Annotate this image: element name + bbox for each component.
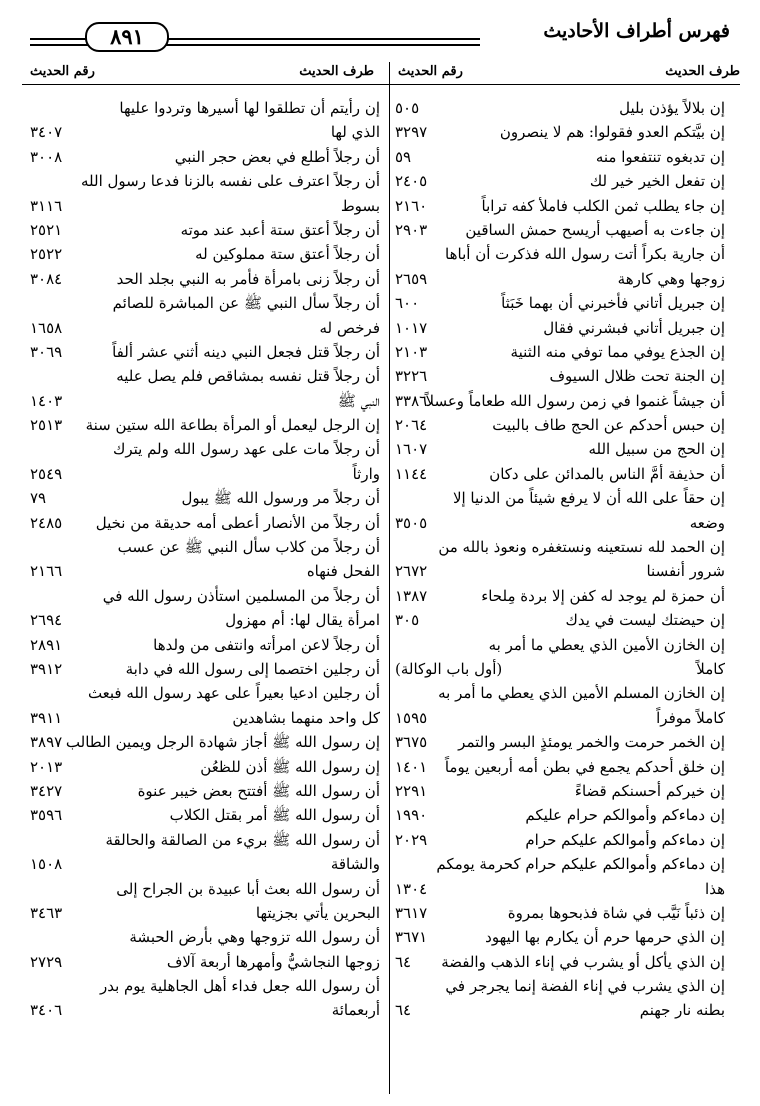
index-entry xyxy=(395,803,725,827)
hadith-incipit: إن بلالاً يؤذن بليل xyxy=(619,99,725,117)
hadith-incipit: إن خلق أحدكم يجمع في بطن أمه أربعين يوماً xyxy=(444,757,725,776)
index-entry xyxy=(30,242,380,266)
hadith-incipit: أن رجلين ادعيا بعيراً على عهد رسول الله فبعث xyxy=(87,684,380,703)
hadith-incipit: أن جيشاً غنموا في زمن رسول الله طعاماً وعسلاً xyxy=(425,391,725,410)
hadith-incipit: أن رسول الله ﷺ بريء من الصالقة والحالقة xyxy=(105,830,380,849)
index-entry xyxy=(395,608,725,632)
hadith-incipit: بطنه نار جهنم xyxy=(639,1001,725,1020)
index-entry xyxy=(395,950,725,974)
index-entry xyxy=(30,486,380,510)
hadith-number: ٦٤ xyxy=(395,952,412,971)
index-entry xyxy=(30,535,380,559)
hadith-incipit: إن دماءكم وأموالكم حرام عليكم xyxy=(525,806,725,825)
hadith-number: ٣٤٢٧ xyxy=(30,781,63,800)
index-entry xyxy=(30,852,380,876)
index-entry xyxy=(395,145,725,169)
index-entry xyxy=(30,779,380,803)
index-entry xyxy=(30,316,380,340)
hadith-number: ٢١٠٣ xyxy=(395,342,428,361)
index-entry xyxy=(395,925,725,949)
hadith-incipit: أن رجلاً أعتق ستة مملوكين له xyxy=(195,245,380,264)
hadith-number: ٣٠٥ xyxy=(395,611,420,630)
hadith-incipit: إن رسول الله ﷺ أجاز شهادة الرجل ويمين الطالب xyxy=(65,733,380,752)
hadith-number: ٣١١٦ xyxy=(30,196,63,215)
hadith-incipit: أن رجلاً أعتق ستة أعبد عند موته xyxy=(180,220,380,239)
hadith-incipit: أن حمزة لم يوجد له كفن إلا بردة مِلحاء xyxy=(481,586,725,605)
index-entry xyxy=(395,681,725,705)
hadith-incipit: إن تفعل الخير خير لك xyxy=(589,172,725,191)
hadith-number: ٧٩ xyxy=(30,489,47,508)
hadith-incipit: أن رسول الله ﷺ أمر بقتل الكلاب xyxy=(169,806,380,825)
hadith-incipit: البحرين يأتي بجزيتها xyxy=(255,903,380,922)
hadith-incipit: الفحل فنهاه xyxy=(306,562,380,581)
hadith-incipit: بسوط xyxy=(340,196,380,215)
index-entry xyxy=(30,706,380,730)
left-column-head-text: طرف الحديث xyxy=(299,64,374,79)
hadith-number: ٦٠٠ xyxy=(395,294,420,313)
hadith-incipit: إن حبس أحدكم عن الحج طاف بالبيت xyxy=(492,416,725,435)
hadith-incipit: أن رجلاً أطلع في بعض حجر النبي xyxy=(174,147,380,166)
index-entry xyxy=(30,145,380,169)
hadith-incipit: زوجها وهي كارهة xyxy=(617,269,725,288)
hadith-number: ١٩٩٠ xyxy=(395,806,428,825)
index-entry xyxy=(30,218,380,242)
hadith-incipit: أن رجلاً زنى بامرأة فأمر به النبي بجلد الحد xyxy=(116,269,380,288)
hadith-incipit: امرأة يقال لها: أم مهزول xyxy=(225,611,380,630)
page-header-title: فهرس أطراف الأحاديث xyxy=(543,20,730,42)
index-entry xyxy=(30,730,380,754)
index-entry xyxy=(30,681,380,705)
index-entry xyxy=(395,316,725,340)
index-entry xyxy=(30,169,380,193)
hadith-number: ٥٠٥ xyxy=(395,99,420,117)
hadith-number: ٢٢٩١ xyxy=(395,781,428,800)
index-entry xyxy=(30,925,380,949)
hadith-incipit: إن رسول الله ﷺ أذن للظعُن xyxy=(200,757,380,776)
hadith-incipit: أن رجلاً من كلاب سأل النبي ﷺ عن عسب xyxy=(117,538,380,557)
column-head-rule xyxy=(22,84,740,85)
hadith-incipit: كاملاً موفراً xyxy=(656,708,725,727)
hadith-incipit: إن جبريل أتاني فبشرني فقال xyxy=(543,318,725,337)
index-entry xyxy=(30,511,380,535)
index-entry xyxy=(395,755,725,779)
hadith-incipit: أن رجلاً من الأنصار أعطى أمه حديقة من نخيل xyxy=(95,513,380,532)
index-entry xyxy=(30,340,380,364)
hadith-incipit: أن رسول الله بعث أبا عبيدة بن الجراح إلى xyxy=(116,879,380,898)
index-entry xyxy=(395,657,725,681)
hadith-number: ٢٦٩٤ xyxy=(30,611,63,630)
hadith-number: ٣٠٨٤ xyxy=(30,269,63,288)
hadith-incipit: شرور أنفسنا xyxy=(646,562,725,581)
hadith-incipit: إن الحمد لله نستعينه ونستغفره ونعوذ بالله من xyxy=(438,538,725,557)
hadith-number: (أول باب الوكالة) xyxy=(395,659,503,678)
hadith-incipit: والشاقة xyxy=(330,855,380,874)
hadith-incipit: إن الذي يأكل أو يشرب في إناء الذهب والفضة xyxy=(441,952,725,971)
index-entry xyxy=(30,437,380,461)
hadith-incipit: أن رجلين اختصما إلى رسول الله في دابة xyxy=(125,659,380,678)
hadith-number: ٢٥١٣ xyxy=(30,416,63,435)
hadith-number: ٢٠٢٩ xyxy=(395,830,428,849)
index-entry xyxy=(30,828,380,852)
hadith-number: ٢١٦٠ xyxy=(395,196,428,215)
hadith-incipit: إن الجذع يوفي مما توفي منه الثنية xyxy=(510,342,725,361)
right-column-head-text: طرف الحديث xyxy=(665,64,740,79)
hadith-number: ٣٣٨٦ xyxy=(395,391,428,410)
hadith-incipit: أن رجلاً قتل نفسه بمشاقص فلم يصل عليه xyxy=(116,367,380,386)
hadith-incipit: إن الذي حرمها حرم أن يكارم بها اليهود xyxy=(485,928,725,947)
hadith-number: ٣٠٠٨ xyxy=(30,147,63,166)
index-entry xyxy=(395,828,725,852)
hadith-incipit: إن دماءكم وأموالكم عليكم حرام كحرمة يومكم xyxy=(436,855,725,874)
hadith-number: ٣٩١٢ xyxy=(30,659,63,678)
index-entry xyxy=(395,535,725,559)
index-entry xyxy=(395,96,725,120)
hadith-incipit: أن رجلاً مر ورسول الله ﷺ يبول xyxy=(181,489,380,508)
hadith-number: ٢٩٠٣ xyxy=(395,220,428,239)
hadith-number: ١٤٠١ xyxy=(395,757,428,776)
index-entry xyxy=(395,437,725,461)
hadith-incipit: إن حقاً على الله أن لا يرفع شيئاً من الدنيا إلا xyxy=(452,489,725,508)
hadith-incipit: الذي لها xyxy=(330,123,380,142)
index-entry xyxy=(395,267,725,291)
index-entry xyxy=(395,218,725,242)
index-entry xyxy=(395,730,725,754)
left-column xyxy=(30,96,380,1023)
hadith-incipit: أن رجلاً قتل فجعل النبي دينه أثني عشر ألفاً xyxy=(112,342,380,361)
index-entry xyxy=(30,559,380,583)
index-entry xyxy=(395,901,725,925)
hadith-incipit: إن جاء يطلب ثمن الكلب فاملأ كفه تراباً xyxy=(481,196,725,215)
hadith-incipit: إن ذئباً نَيَّب في شاة فذبحوها بمروة xyxy=(507,903,725,922)
hadith-incipit: كاملاً xyxy=(696,659,725,678)
index-entry xyxy=(30,803,380,827)
index-entry xyxy=(30,998,380,1022)
hadith-number: ٣٤٦٣ xyxy=(30,903,63,922)
index-entry xyxy=(395,633,725,657)
hadith-number: ٣٠٦٩ xyxy=(30,342,63,361)
hadith-number: ٢٧٢٩ xyxy=(30,952,63,971)
index-entry xyxy=(30,950,380,974)
hadith-incipit: إن الخمر حرمت والخمر يومئذٍ البسر والتمر xyxy=(458,733,725,752)
right-column xyxy=(395,96,725,1023)
index-entry xyxy=(30,877,380,901)
hadith-number: ١٦٥٨ xyxy=(30,318,63,337)
index-entry xyxy=(395,852,725,876)
hadith-incipit: إن الخازن الأمين الذي يعطي ما أمر به xyxy=(488,635,725,654)
hadith-number: ٢٠١٣ xyxy=(30,757,63,776)
hadith-number: ٣٥٠٥ xyxy=(395,513,428,532)
hadith-number: ١٤٠٣ xyxy=(30,391,63,410)
hadith-number: ٦٤ xyxy=(395,1001,412,1020)
hadith-incipit: أن رجلاً من المسلمين استأذن رسول الله في xyxy=(102,586,380,605)
hadith-number: ٣٦٧٥ xyxy=(395,733,428,752)
hadith-incipit: أن رسول الله تزوجها وهي بأرض الحبشة xyxy=(129,928,380,947)
hadith-number: ٢٨٩١ xyxy=(30,635,63,654)
hadith-number: ٣٥٩٦ xyxy=(30,806,63,825)
page-number: ٨٩١ xyxy=(85,22,169,52)
index-entry xyxy=(395,584,725,608)
hadith-incipit: إن الحج من سبيل الله xyxy=(588,440,725,459)
hadith-number: ٣٩١١ xyxy=(30,708,63,727)
hadith-incipit: إن الخازن المسلم الأمين الذي يعطي ما أمر به xyxy=(438,684,725,703)
hadith-incipit: إن بيَّتكم العدو فقولوا: هم لا ينصرون xyxy=(499,123,725,142)
hadith-number: ٢٤٠٥ xyxy=(395,172,428,191)
index-entry xyxy=(30,633,380,657)
index-entry xyxy=(30,389,380,413)
hadith-incipit: هذا xyxy=(705,879,725,898)
hadith-number: ٢٥٢١ xyxy=(30,220,63,239)
hadith-incipit: أن رجلاً اعترف على نفسه بالزنا فدعا رسول الله xyxy=(81,172,380,191)
index-entry xyxy=(30,755,380,779)
index-entry xyxy=(395,120,725,144)
index-entry xyxy=(30,901,380,925)
hadith-number: ٣٢٢٦ xyxy=(395,367,428,386)
index-entry xyxy=(395,486,725,510)
hadith-number: ١٦٠٧ xyxy=(395,440,428,459)
hadith-incipit: أن رسول الله ﷺ أفتتح بعض خيبر عنوة xyxy=(137,781,380,800)
index-entry xyxy=(395,559,725,583)
hadith-incipit: أربعمائة xyxy=(331,1001,380,1020)
hadith-incipit: زوجها النجاشيُّ وأمهرها أربعة آلاف xyxy=(166,952,380,971)
index-entry xyxy=(395,194,725,218)
hadith-incipit: إن الجنة تحت ظلال السيوف xyxy=(549,367,725,386)
hadith-incipit: إن الرجل ليعمل أو المرأة بطاعة الله ستين سنة xyxy=(85,416,380,435)
left-column-head-number: رقم الحديث xyxy=(30,64,95,79)
hadith-incipit: إن تدبغوه تنتفعوا منه xyxy=(595,147,725,166)
hadith-number: ١٣٠٤ xyxy=(395,879,428,898)
right-column-head-number: رقم الحديث xyxy=(398,64,463,79)
hadith-number: ٢٥٤٩ xyxy=(30,464,63,483)
hadith-number: ٢٦٧٢ xyxy=(395,562,428,581)
index-entry xyxy=(30,608,380,632)
index-entry xyxy=(395,706,725,730)
index-entry xyxy=(30,267,380,291)
hadith-incipit: إن دماءكم وأموالكم عليكم حرام xyxy=(525,830,725,849)
index-entry xyxy=(30,657,380,681)
index-entry xyxy=(395,242,725,266)
hadith-incipit: كل واحد منهما بشاهدين xyxy=(232,708,380,727)
index-entry xyxy=(30,584,380,608)
hadith-number: ٣٤٠٧ xyxy=(30,123,63,142)
hadith-incipit: أن جارية بكراً أتت رسول الله فذكرت أن أباها xyxy=(445,245,725,264)
index-entry xyxy=(30,194,380,218)
index-entry xyxy=(30,462,380,486)
hadith-incipit: وضعه xyxy=(689,513,725,532)
hadith-incipit: إن حيضتك ليست في يدك xyxy=(565,611,725,630)
hadith-incipit: إن خيركم أحسنكم قضاءً xyxy=(574,781,725,800)
hadith-number: ٥٩ xyxy=(395,147,412,166)
index-entry xyxy=(395,389,725,413)
column-divider xyxy=(389,62,390,1094)
hadith-number: ٣٤٠٦ xyxy=(30,1001,63,1020)
index-entry xyxy=(395,998,725,1022)
index-entry xyxy=(395,169,725,193)
hadith-number: ٢١٦٦ xyxy=(30,562,63,581)
hadith-number: ٣٦٧١ xyxy=(395,928,428,947)
hadith-number: ٢٦٥٩ xyxy=(395,269,428,288)
index-entry xyxy=(395,364,725,388)
hadith-number: ١٠١٧ xyxy=(395,318,428,337)
hadith-incipit: وارثاً xyxy=(352,464,380,483)
hadith-number: ٣٢٩٧ xyxy=(395,123,428,142)
hadith-incipit: أن رجلاً مات على عهد رسول الله ولم يترك xyxy=(112,440,380,459)
hadith-incipit: أن رجلاً سأل النبي ﷺ عن المباشرة للصائم xyxy=(112,294,380,313)
hadith-incipit: إن رأيتم أن تطلقوا لها أسيرها وتردوا عليها xyxy=(119,99,380,117)
hadith-number: ١١٤٤ xyxy=(395,464,428,483)
hadith-incipit: إن جاءت به أصيهب أريسح حمش الساقين xyxy=(465,220,725,239)
hadith-number: ١٣٨٧ xyxy=(395,586,428,605)
hadith-number: ٢٥٢٢ xyxy=(30,245,63,264)
hadith-number: ٣٦١٧ xyxy=(395,903,428,922)
hadith-number: ١٥٩٥ xyxy=(395,708,428,727)
index-entry xyxy=(30,413,380,437)
hadith-incipit: أن رجلاً لاعن امرأته وانتفى من ولدها xyxy=(153,635,380,654)
index-entry xyxy=(395,413,725,437)
hadith-number: ٢٠٦٤ xyxy=(395,416,428,435)
index-entry xyxy=(395,779,725,803)
index-entry xyxy=(30,291,380,315)
index-entry xyxy=(395,462,725,486)
index-entry xyxy=(395,877,725,901)
index-entry xyxy=(395,974,725,998)
hadith-incipit: أن رسول الله جعل فداء أهل الجاهلية يوم بدر xyxy=(99,977,380,996)
index-entry xyxy=(30,364,380,388)
index-entry xyxy=(395,291,725,315)
index-entry xyxy=(30,974,380,998)
hadith-incipit: أن حذيفة أمَّ الناس بالمدائن على دكان xyxy=(489,464,725,483)
hadith-number: ٢٤٨٥ xyxy=(30,513,63,532)
hadith-number: ٣٨٩٧ xyxy=(30,733,63,752)
index-entry xyxy=(30,120,380,144)
hadith-incipit: النبي ﷺ xyxy=(337,391,380,410)
index-entry xyxy=(395,340,725,364)
hadith-number: ١٥٠٨ xyxy=(30,855,63,874)
hadith-incipit: فرخص له xyxy=(319,318,380,337)
index-entry xyxy=(30,96,380,120)
hadith-incipit: إن جبريل أتاني فأخبرني أن بهما خَبَثاً xyxy=(501,294,725,313)
hadith-incipit: إن الذي يشرب في إناء الفضة إنما يجرجر في xyxy=(445,977,725,996)
index-entry xyxy=(395,511,725,535)
